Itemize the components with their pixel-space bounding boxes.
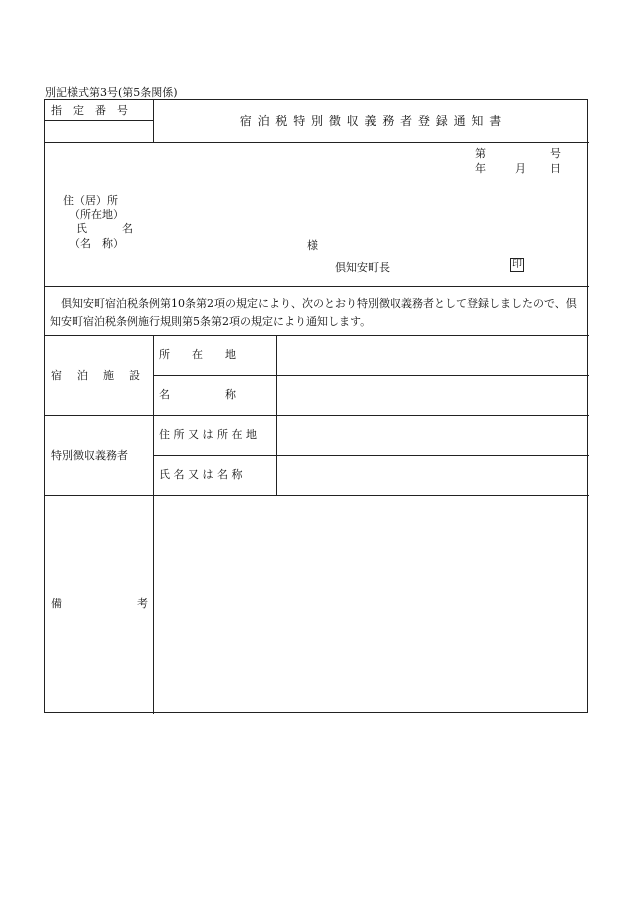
facility-row-divider [153,375,589,376]
name-label-second: 名 [122,222,133,235]
notice-text-bottom-line [45,335,589,336]
obligor-bottom-line [45,495,589,496]
address-sub-label: （所在地） [69,208,124,221]
name-label-first: 氏 [76,222,87,235]
remarks-label-first: 備 [51,597,62,610]
facility-location-field[interactable] [281,349,581,363]
notice-head-bottom-line [45,286,589,287]
notice-body-text: 倶知安町宿泊税条例第10条第2項の規定により、次のとおり特別徴収義務者として登録しましたので、倶知安町宿泊税条例施行規則第5条第2項の規定により通知します。 [50,297,577,328]
facility-name-field[interactable] [281,389,581,403]
obligor-name-label: 氏 名 又 は 名 称 [159,468,243,481]
header-number-divider [45,120,153,121]
address-label: 住（居）所 [63,194,118,207]
facility-name-label: 名 称 [159,388,236,401]
remarks-column-divider [153,495,154,714]
form-frame [44,99,588,713]
designation-number-label-text: 指 定 番 号 [51,104,128,117]
number-suffix: 号 [550,147,561,160]
obligor-address-label: 住 所 又 は 所 在 地 [159,428,257,441]
obligor-section-label: 特別徴収義務者 [51,449,128,462]
form-title: 宿 泊 税 特 別 徴 収 義 務 者 登 録 通 知 書 [239,114,503,128]
date-year: 年 [475,162,486,175]
date-month: 月 [515,162,526,175]
honorific-sama: 様 [307,239,318,252]
remarks-label-second: 考 [137,597,148,610]
obligor-name-field[interactable] [281,469,581,483]
seal-box [510,258,524,272]
obligor-row-divider [153,455,589,456]
facility-location-label: 所 在 地 [159,348,236,361]
name-sub-label: （名 称） [69,237,124,250]
form-number-label: 別記様式第3号(第5条関係) [45,86,178,99]
remarks-field[interactable] [161,502,581,702]
date-day: 日 [550,162,561,175]
designation-number-label [51,105,147,116]
facility-bottom-line [45,415,589,416]
header-bottom-line [45,142,589,143]
number-prefix: 第 [475,147,486,160]
obligor-address-field[interactable] [281,429,581,443]
issuer-title: 倶知安町長 [335,261,390,274]
seal-character: 印 [512,259,522,270]
designation-number-field[interactable] [51,125,147,139]
facility-section-label: 宿 泊 施 設 [51,369,142,382]
